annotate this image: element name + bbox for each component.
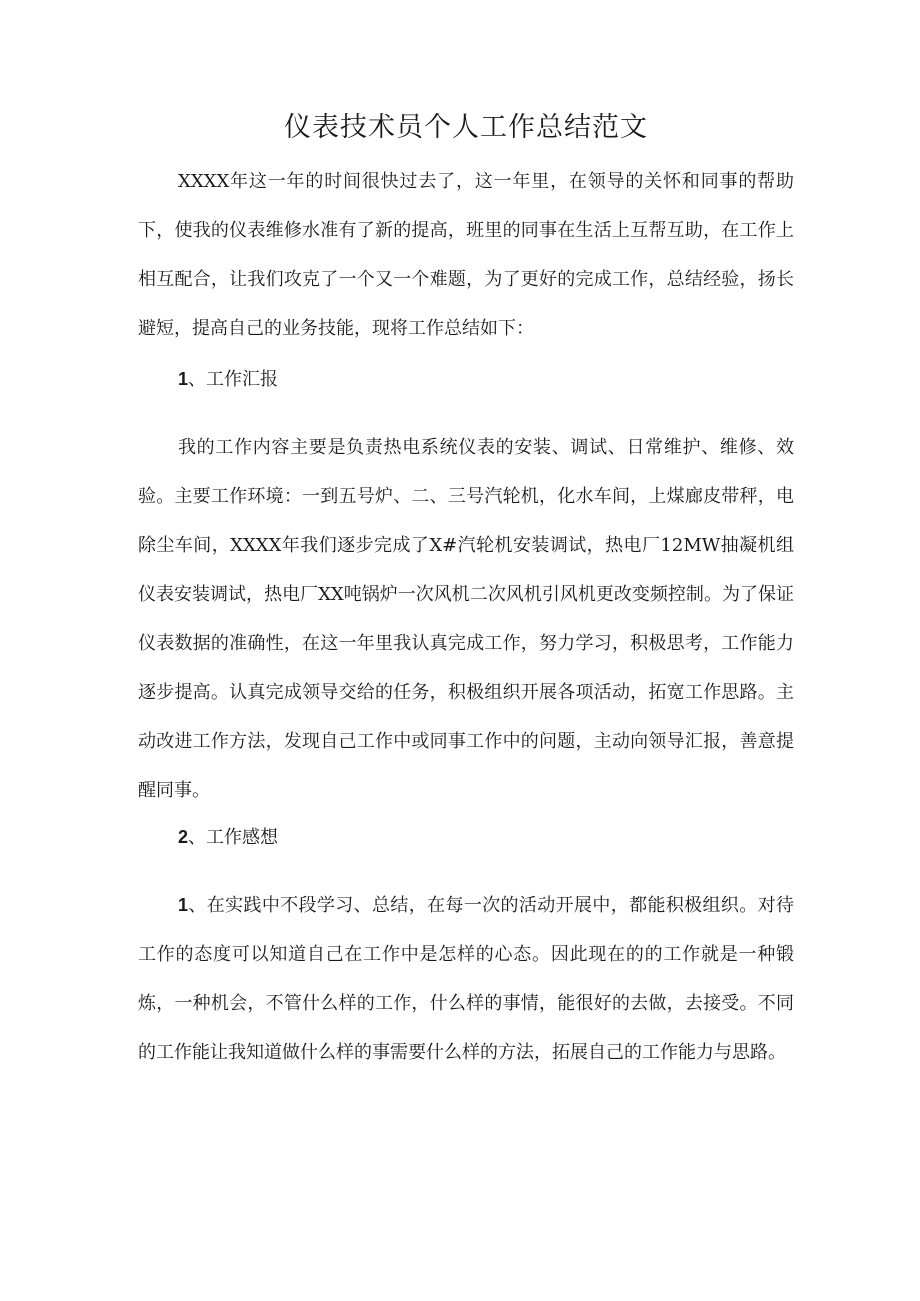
intro-paragraph: XXXX年这一年的时间很快过去了，这一年里，在领导的关怀和同事的帮助下，使我的仪表维修水准有了新的提高，班里的同事在生活上互帮互助，在工作上相互配合，让我们攻克了一个又一个难题，为了更好的完成工作，总结经验，扬长避短，提高自己的业务技能，现将工作总结如下： (138, 171, 794, 339)
document-title: 仪表技术员个人工作总结范文 (284, 112, 648, 143)
section-2-item-1-body: 、在实践中不段学习、总结，在每一次的活动开展中，都能积极组织。对待工作的态度可以知道自己在工作中是怎样的心态。因此现在的的工作就是一种锻炼，一种机会，不管什么样的工作，什么样的事情，能很好的去做，去接受。不同的工作能让我知道做什么样的事需要什么样的方法，拓展自己的工作能力与思路。 (138, 895, 794, 1063)
section-2-item-1 (138, 881, 794, 1077)
section-2-title: 、工作感想 (188, 827, 279, 848)
section-1-title: 、工作汇报 (188, 369, 279, 390)
section-2-item-1-number: 1 (178, 895, 189, 915)
section-2-number: 2 (178, 827, 189, 847)
section-1-heading (178, 355, 278, 404)
section-1-body: 我的工作内容主要是负责热电系统仪表的安装、调试、日常维护、维修、效验。主要工作环境：一到五号炉、二、三号汽轮机，化水车间，上煤廊皮带秤，电除尘车间，XXXX年我们逐步完成了X#汽轮机安装调试，热电厂12MW抽凝机组仪表安装调试，热电厂XX吨锅炉一次风机二次风机引风机更改变频控制。为了保证仪表数据的准确性，在这一年里我认真完成工作，努力学习，积极思考，工作能力逐步提高。认真完成领导交给的任务，积极组织开展各项活动，拓宽工作思路。主动改进工作方法，发现自己工作中或同事工作中的问题，主动向领导汇报，善意提醒同事。 (138, 437, 794, 801)
section-1-number: 1 (178, 369, 189, 389)
section-2-heading (178, 813, 278, 862)
